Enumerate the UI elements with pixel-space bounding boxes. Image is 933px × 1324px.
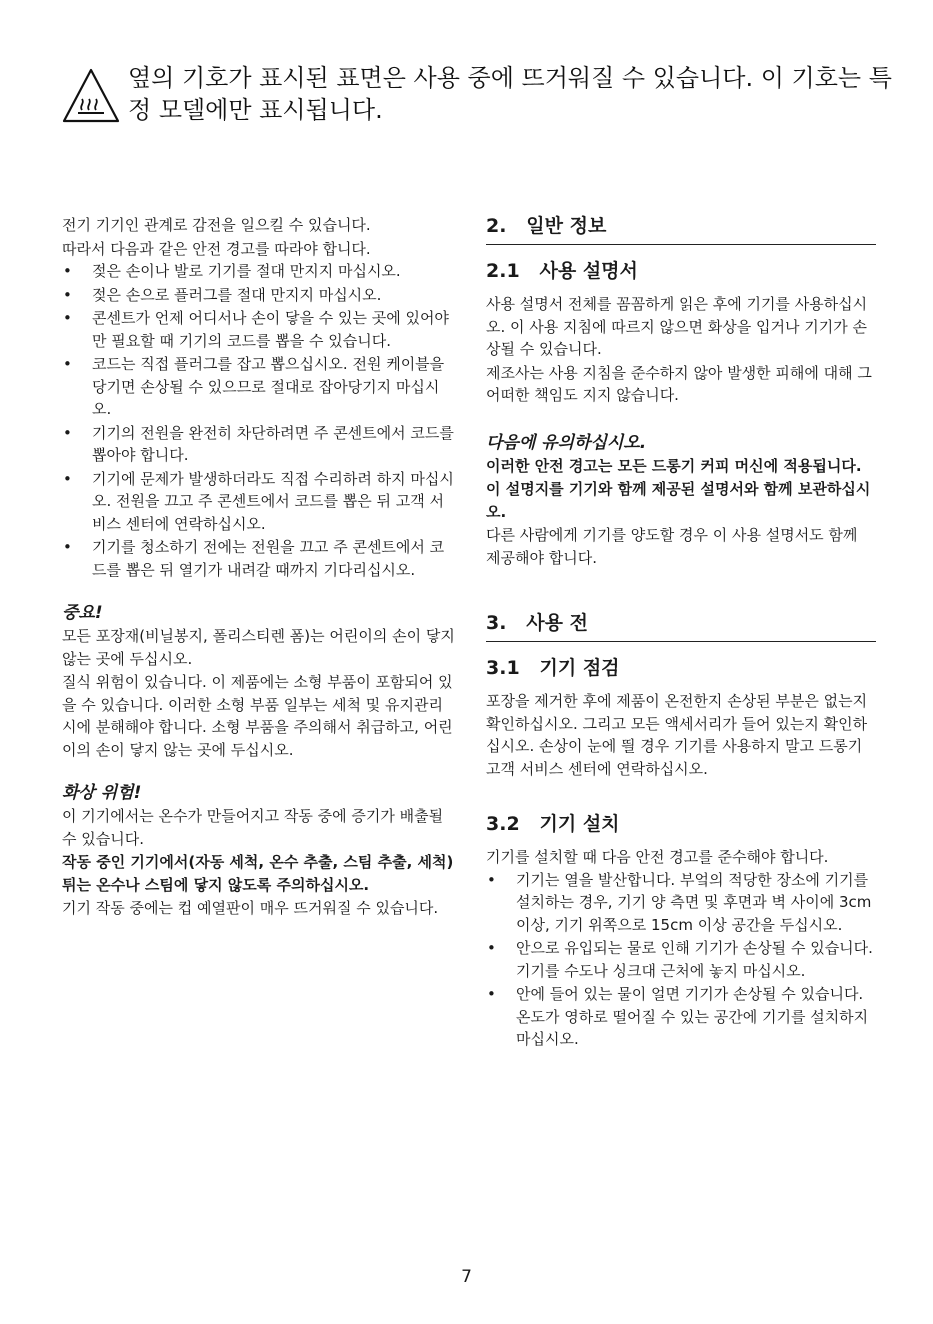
note-paragraph: 다른 사람에게 기기를 양도할 경우 이 사용 설명서도 함께 제공해야 합니다. — [486, 526, 858, 567]
bullet-icon: • — [63, 423, 72, 442]
important-paragraph: 모든 포장재(비닐봉지, 폴리스티렌 폼)는 어린이의 손이 닿지 않는 곳에 두십시오. — [62, 627, 455, 668]
bullet-icon: • — [63, 469, 72, 488]
bullet-icon: • — [487, 939, 496, 957]
inspection-paragraph: 포장을 제거한 후에 제품이 온전한지 손상된 부분은 없는지 확인하십시오. 그리고 모든 액세서리가 들어 있는지 확인하십시오. 손상이 눈에 띌 경우 기기를 사용하지 말고 드롱기 고객 서비스 센터에 연락하십시오. — [486, 692, 868, 778]
burn-hazard-heading: 화상 위험! — [62, 783, 142, 803]
list-item: • 코드는 직접 플러그를 잡고 뽑으십시오. 전원 케이블을 당기면 손상될 수 있으므로 절대로 잡아당기지 마십시오. — [63, 355, 445, 418]
list-item: • 젖은 손으로 플러그를 절대 만지지 마십시오. — [62, 284, 456, 307]
manual-paragraph: 제조사는 사용 지침을 준수하지 않아 발생한 피해에 대해 그 어떠한 책임도 지지 않습니다. — [486, 363, 872, 404]
section-2-1-title: 2.1 사용 설명서 — [486, 260, 638, 282]
safety-bullet-list — [62, 260, 456, 581]
list-item: • 기기를 청소하기 전에는 전원을 끄고 주 콘센트에서 코드를 뽑은 뒤 열기가 내려갈 때까지 기다리십시오. — [63, 538, 445, 579]
list-item: • 기기는 열을 발산합니다. 부엌의 적당한 장소에 기기를 설치하는 경우, 기기 양 측면 및 후면과 벽 사이에 3cm 이상, 기기 위쪽으로 15cm 이상 공간을 두십시오. — [487, 870, 872, 934]
burn-paragraph: 이 기기에서는 온수가 만들어지고 작동 중에 증기가 배출될 수 있습니다. — [62, 807, 444, 848]
note-bold-1: 이러한 안전 경고는 모든 드롱기 커피 머신에 적용됩니다. — [486, 456, 862, 475]
right-column — [486, 214, 876, 1052]
section-3-1-title: 3.1 기기 점검 — [486, 657, 620, 679]
page-number: 7 — [461, 1267, 472, 1287]
list-item: • 콘센트가 언제 어디서나 손이 닿을 수 있는 곳에 있어야만 필요할 때 기기의 코드를 뽑을 수 있습니다. — [63, 309, 449, 350]
hot-surface-warning-icon — [62, 68, 120, 124]
intro-line: 따라서 다음과 같은 안전 경고를 따라야 합니다. — [62, 239, 371, 258]
bullet-icon: • — [63, 285, 72, 304]
manual-paragraph: 사용 설명서 전체를 꼼꼼하게 읽은 후에 기기를 사용하십시오. 이 사용 지침에 따르지 않으면 화상을 입거나 기기가 손상될 수 있습니다. — [486, 295, 868, 358]
installation-bullet-list — [486, 869, 876, 1051]
list-item: • 안에 들어 있는 물이 얼면 기기가 손상될 수 있습니다. 온도가 영하로 떨어질 수 있는 공간에 기기를 설치하지 마십시오. — [487, 985, 869, 1048]
bullet-icon: • — [487, 985, 496, 1003]
section-3-2-title: 3.2 기기 설치 — [486, 813, 620, 835]
left-column — [62, 214, 456, 920]
list-item: • 기기의 전원을 완전히 차단하려면 주 콘센트에서 코드를 뽑아야 합니다. — [63, 423, 454, 464]
list-item: • 안으로 유입되는 물로 인해 기기가 손상될 수 있습니다. 기기를 수도나 싱크대 근처에 놓지 마십시오. — [487, 939, 873, 980]
list-item: • 젖은 손이나 발로 기기를 절대 만지지 마십시오. — [62, 260, 456, 283]
warning-text: 옆의 기호가 표시된 표면은 사용 중에 뜨거워질 수 있습니다. 이 기호는 특정 모델에만 표시됩니다. — [128, 64, 892, 124]
intro-line: 전기 기기인 관계로 감전을 일으킬 수 있습니다. — [62, 216, 371, 234]
bullet-icon: • — [487, 870, 496, 889]
bullet-icon: • — [63, 309, 72, 327]
burn-paragraph: 기기 작동 중에는 컵 예열판이 매우 뜨거워질 수 있습니다. — [62, 899, 439, 917]
burn-bold-warning: 작동 중인 기기에서(자동 세척, 온수 추출, 스팀 추출, 세척) 튀는 온수나 스팀에 닿지 않도록 주의하십시오. — [62, 853, 454, 894]
note-heading: 다음에 유의하십시오. — [486, 432, 647, 453]
section-2-title: 2. 일반 정보 — [486, 214, 876, 245]
bullet-icon: • — [63, 262, 72, 280]
important-heading: 중요! — [62, 603, 103, 623]
bullet-icon: • — [63, 355, 72, 373]
note-bold-2: 이 설명지를 기기와 함께 제공된 설명서와 함께 보관하십시오. — [486, 480, 871, 521]
bullet-icon: • — [63, 538, 72, 556]
section-3-title: 3. 사용 전 — [486, 611, 876, 642]
installation-intro: 기기를 설치할 때 다음 안전 경고를 준수해야 합니다. — [486, 848, 829, 866]
list-item: • 기기에 문제가 발생하더라도 직접 수리하려 하지 마십시오. 전원을 끄고 주 콘센트에서 코드를 뽑은 뒤 고객 서비스 센터에 연락하십시오. — [63, 469, 454, 533]
important-paragraph: 질식 위험이 있습니다. 이 제품에는 소형 부품이 포함되어 있을 수 있습니다. 이러한 소형 부품 일부는 세척 및 유지관리 시에 분해해야 합니다. 소형 부품을 주의해서 취급하고, 어린이의 손이 닿지 않는 곳에 두십시오. — [62, 673, 453, 759]
